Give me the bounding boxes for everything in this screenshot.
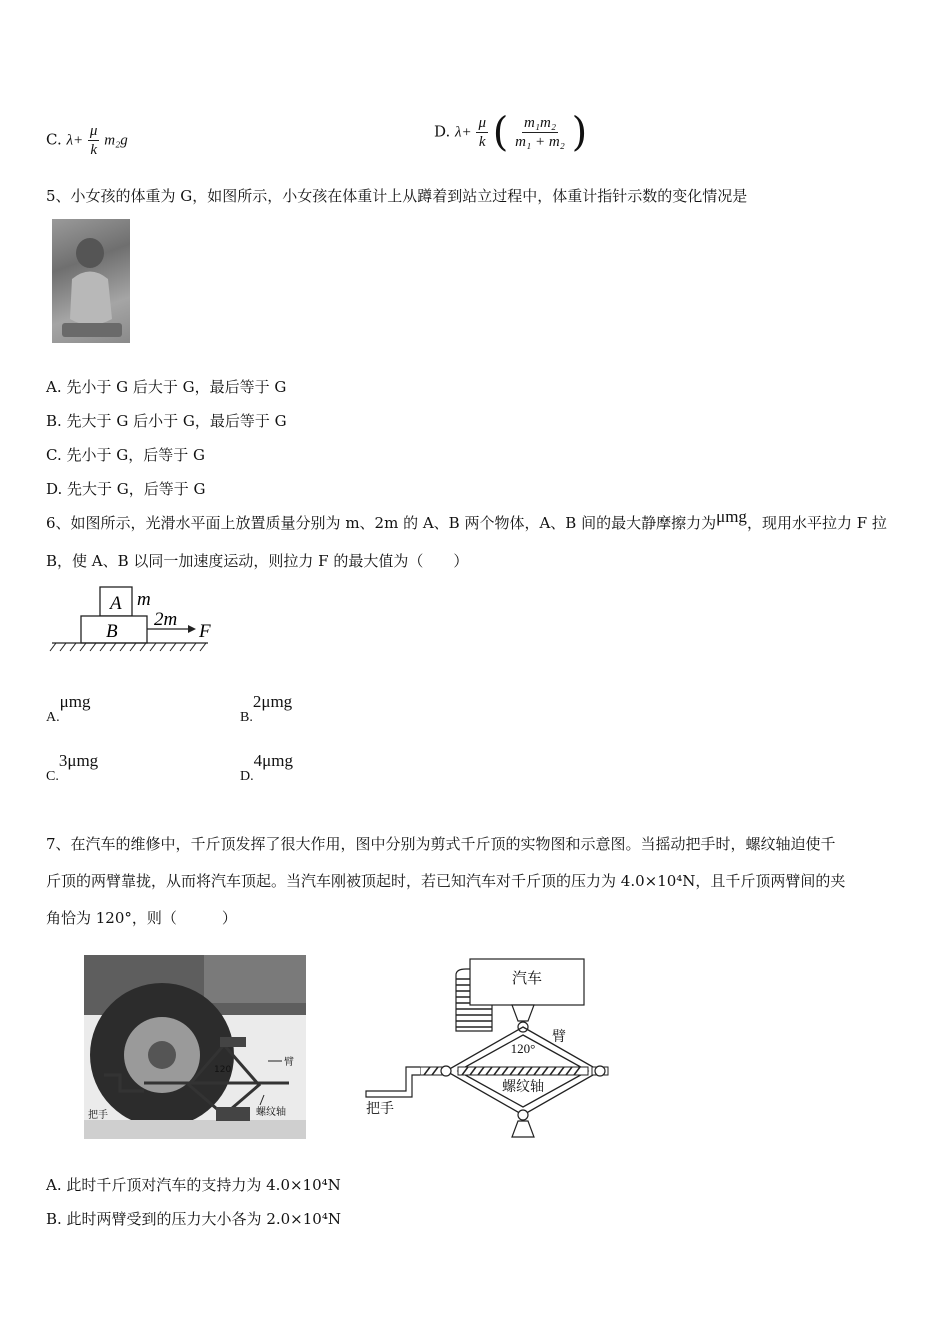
q6-option-a <box>46 692 91 725</box>
q7-stem-line3: 角恰为 120°，则（ ） <box>46 909 237 927</box>
car-jack-schematic-drawing <box>362 955 612 1141</box>
q5-option-a: A. 先小于 G 后大于 G，最后等于 G <box>46 378 287 396</box>
option-label: C. <box>46 769 59 784</box>
inner-denominator: m₁ + m₂ <box>515 134 565 150</box>
q6-option-c <box>46 751 99 784</box>
numerator: μ <box>89 123 98 139</box>
left-paren: ( <box>492 109 509 156</box>
numerator: μ <box>478 115 486 131</box>
option-label: D. <box>240 769 254 784</box>
car-jack-schematic <box>362 955 612 1141</box>
q6-stem-end: ，现用水平拉力 F 拉 <box>746 514 887 532</box>
photo-screw-label: 螺纹轴 <box>256 1107 286 1118</box>
schematic-angle-label: 120° <box>510 1041 536 1056</box>
tail-term: m₂g <box>104 132 128 149</box>
car-jack-photo-drawing <box>84 955 306 1139</box>
mass-a-label: m <box>137 589 151 610</box>
q6-option-b <box>240 692 293 725</box>
right-paren: ) <box>571 109 588 156</box>
force-label: F <box>199 621 211 642</box>
option-label: D. <box>434 122 451 141</box>
lambda-term: λ+ <box>455 124 472 141</box>
q6-stem-text: 6、如图所示，光滑水平面上放置质量分别为 m、2m 的 A、B 两个物体，A、B 间的最大静摩擦力为 <box>46 514 717 532</box>
girl-silhouette-icon <box>52 219 130 343</box>
option-value: μmg <box>59 692 91 711</box>
q7-option-b: B. 此时两臂受到的压力大小各为 2.0×10⁴N <box>46 1210 341 1228</box>
option-value: 2μmg <box>252 692 293 711</box>
option-label: B. <box>240 710 253 725</box>
block-a-label: A <box>110 593 122 614</box>
q5-option-d: D. 先大于 G，后等于 G <box>46 480 206 498</box>
fraction <box>88 122 100 159</box>
option-value: 4μmg <box>253 751 293 770</box>
q4-option-d <box>434 109 588 156</box>
mass-b-label: 2m <box>154 609 178 630</box>
schematic-car-label: 汽车 <box>511 969 543 987</box>
q6-stem-mu: μmg <box>716 507 747 526</box>
q5-stem: 5、小女孩的体重为 G，如图所示，小女孩在体重计上从蹲着到站立过程中，体重计指针示数的变化情况是 <box>46 187 748 205</box>
girl-on-scale-photo <box>52 219 130 343</box>
option-label: C. <box>46 130 62 149</box>
schematic-arm-label: 臂 <box>552 1029 566 1045</box>
q7-stem-line2: 斤顶的两臂靠拢，从而将汽车顶起。当汽车刚被顶起时，若已知汽车对千斤顶的压力为 4.0×10⁴N，且千斤顶两臂间的夹 <box>46 872 846 890</box>
q4-option-c <box>46 122 128 159</box>
photo-arm-label: 臂 <box>284 1057 294 1068</box>
q6-stem-line2: B，使 A、B 以同一加速度运动，则拉力 F 的最大值为（ ） <box>46 552 469 570</box>
q5-option-b: B. 先大于 G 后小于 G，最后等于 G <box>46 412 287 430</box>
inner-numerator: m₁m₂ <box>523 115 557 131</box>
option-value: 3μmg <box>58 751 99 770</box>
q6-stem-line1 <box>46 507 887 533</box>
photo-angle-label: 120 <box>214 1065 232 1075</box>
car-jack-photo <box>84 955 306 1139</box>
q6-block-figure <box>48 585 218 655</box>
denominator: k <box>478 134 486 150</box>
inner-fraction <box>513 114 567 151</box>
denominator: k <box>90 142 97 158</box>
photo-handle-label: 把手 <box>88 1110 108 1121</box>
block-b-label: B <box>106 621 118 642</box>
option-label: A. <box>46 710 60 725</box>
q7-stem-line1: 7、在汽车的维修中，千斤顶发挥了很大作用，图中分别为剪式千斤顶的实物图和示意图。当摇动把手时，螺纹轴迫使千 <box>46 835 836 853</box>
q6-option-d <box>240 751 293 784</box>
lambda-term: λ+ <box>66 132 84 149</box>
q7-option-a: A. 此时千斤顶对汽车的支持力为 4.0×10⁴N <box>46 1176 341 1194</box>
q5-option-c: C. 先小于 G，后等于 G <box>46 446 205 464</box>
schematic-handle-label: 把手 <box>366 1101 394 1117</box>
blocks-on-surface-diagram <box>48 585 218 655</box>
fraction <box>476 114 488 151</box>
schematic-screw-label: 螺纹轴 <box>502 1079 544 1095</box>
